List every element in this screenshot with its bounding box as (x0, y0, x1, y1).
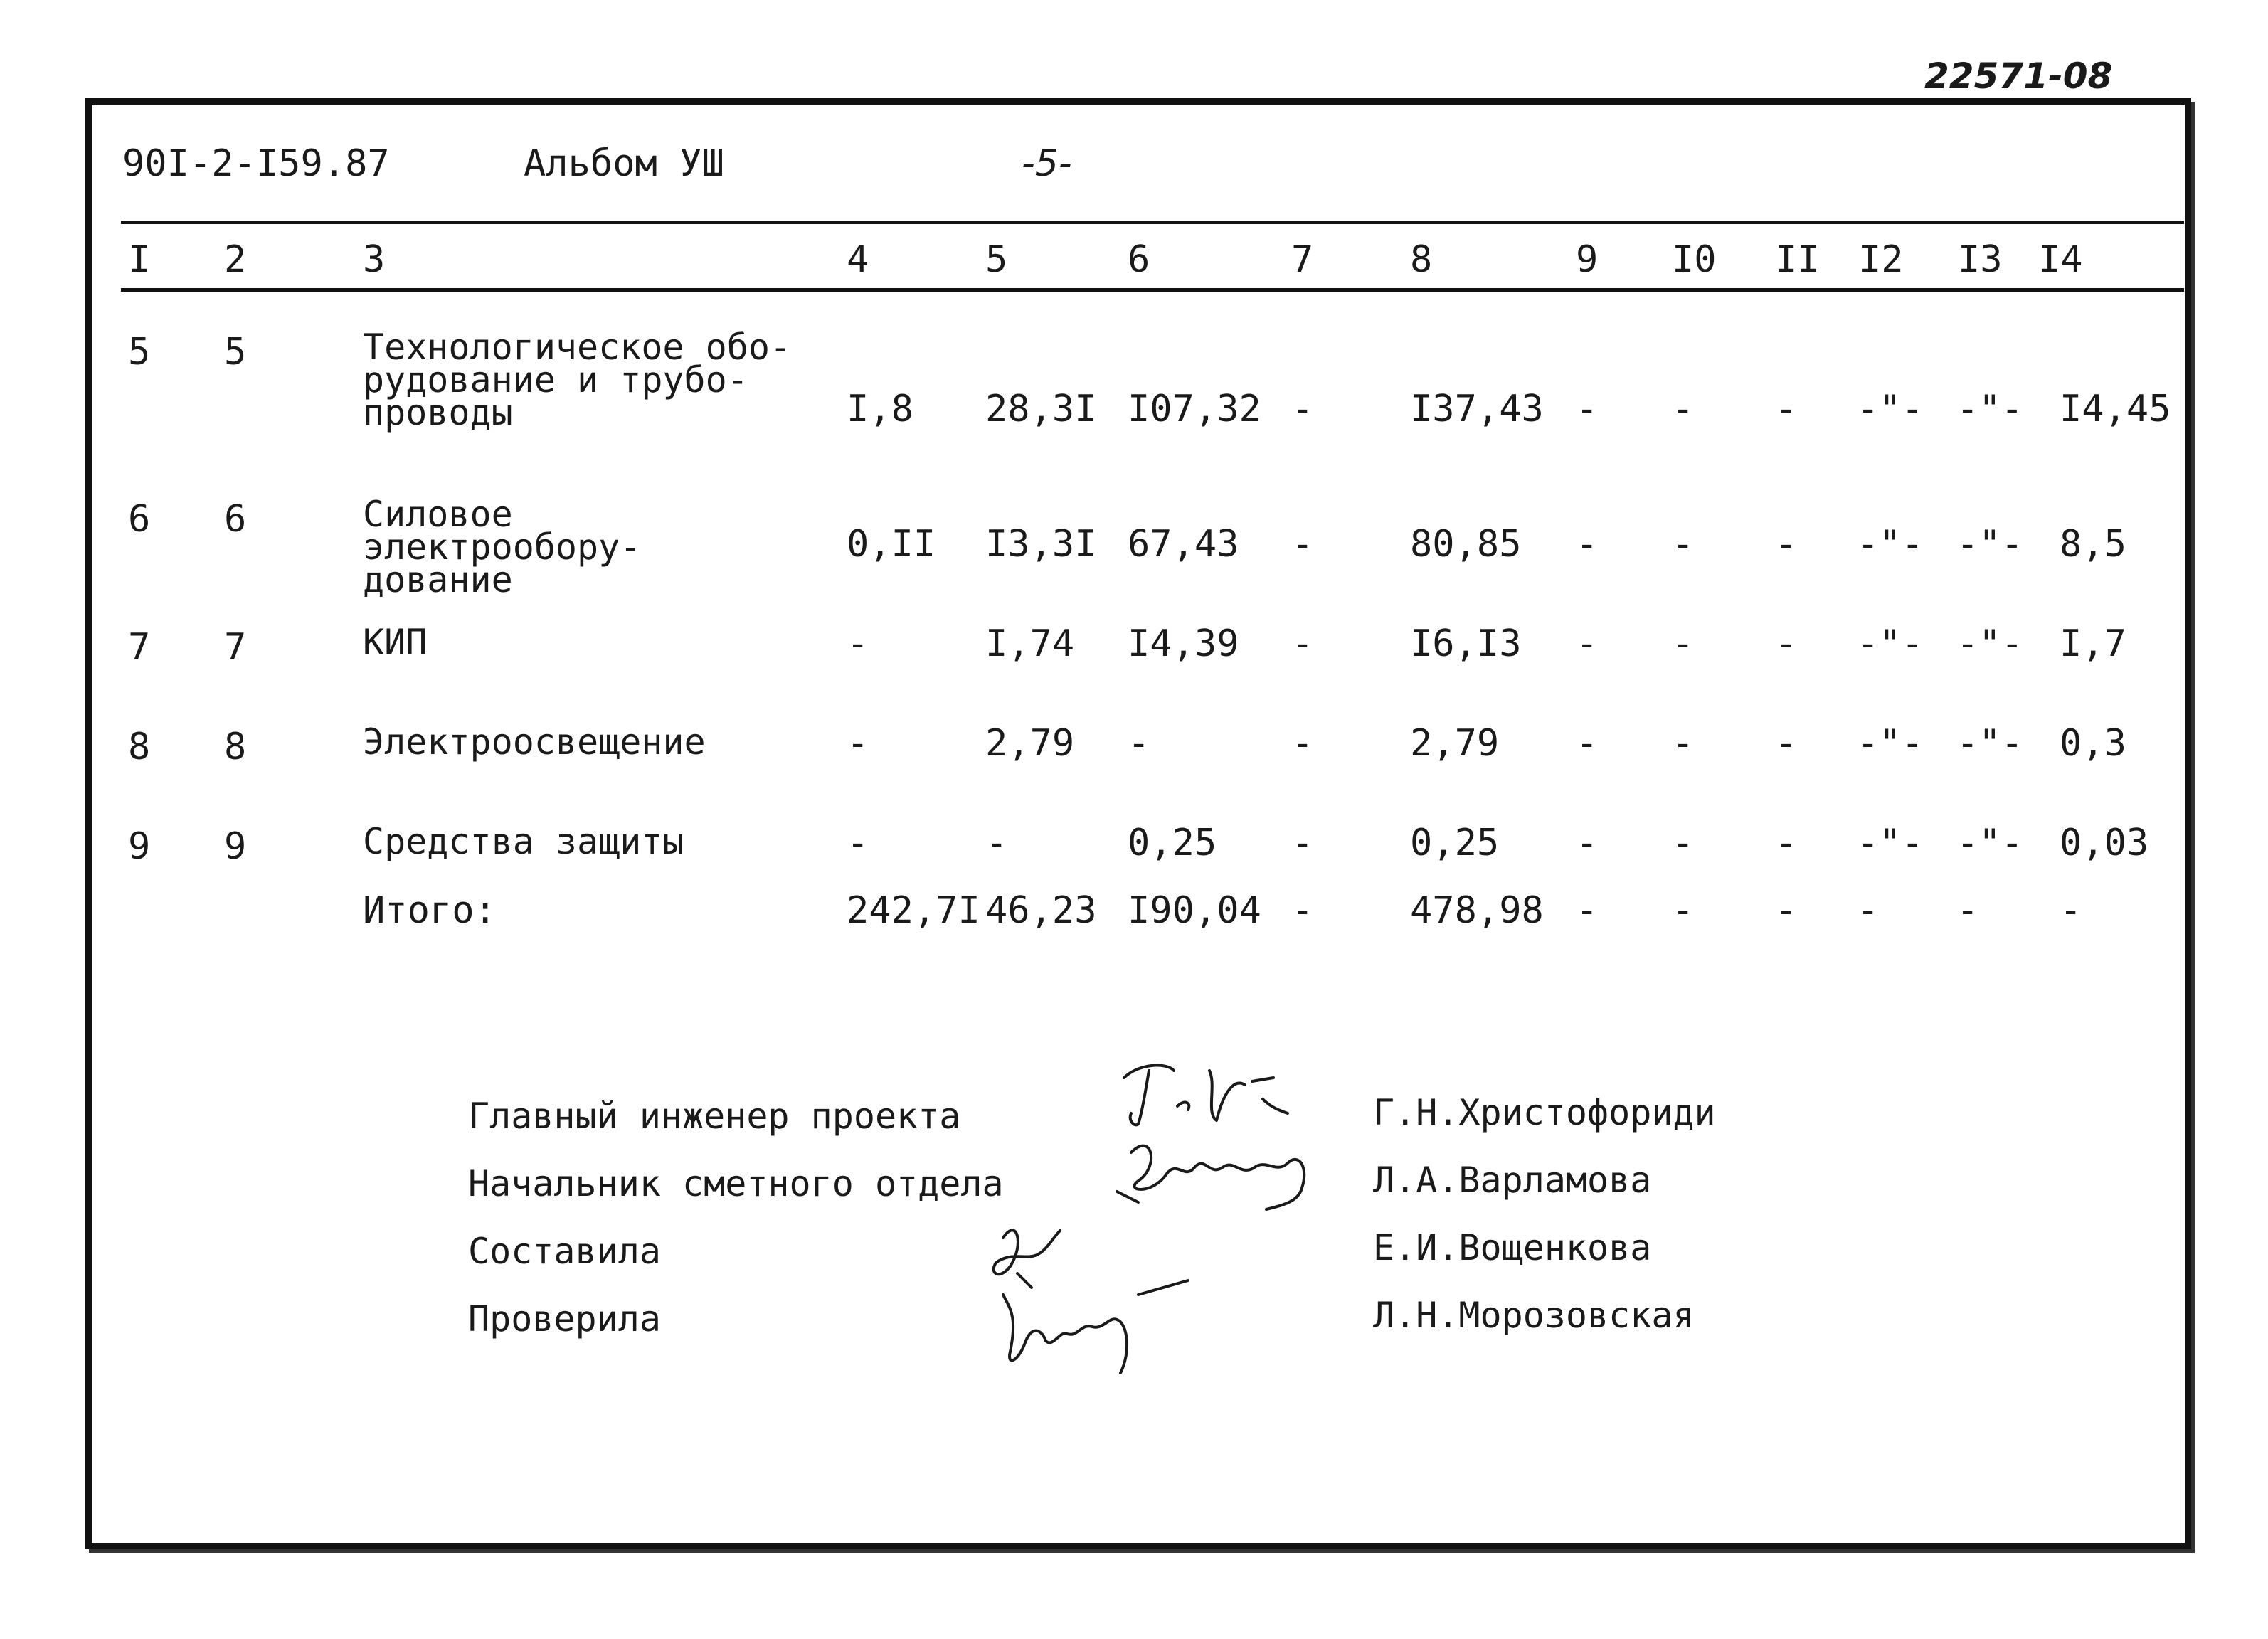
column-header-13: I3 (1958, 238, 2003, 281)
cell-col2: 8 (224, 726, 247, 768)
album-label: Альбом УШ (524, 142, 724, 185)
cell-c9: - (1576, 388, 1599, 430)
cell-c7: - (1291, 523, 1314, 566)
cell-c8: 0,25 (1410, 822, 1500, 864)
cell-c12: -"- (1857, 523, 1924, 566)
table-top-rule (121, 221, 2184, 224)
total-c10: - (1672, 889, 1695, 932)
total-c11: - (1775, 889, 1798, 932)
cell-c5: I,74 (985, 622, 1075, 665)
cell-c7: - (1291, 388, 1314, 430)
signature-name: Л.Н.Морозовская (1373, 1295, 1695, 1336)
cell-c14: I,7 (2060, 622, 2126, 665)
cell-c12: -"- (1857, 388, 1924, 430)
document-number: 22571-08 (1924, 55, 2113, 97)
column-header-11: II (1775, 238, 1820, 281)
signature-role: Главный инженер проекта (468, 1096, 961, 1137)
signature-role: Проверила (468, 1298, 661, 1340)
cell-c6: - (1128, 722, 1150, 765)
cell-c4: - (847, 822, 869, 864)
cell-name: Силовое электрообору- дование (363, 494, 642, 600)
cell-c13: -"- (1956, 722, 2023, 765)
column-header-1: I (128, 238, 151, 281)
cell-c6: I4,39 (1128, 622, 1239, 665)
total-c5: 46,23 (985, 889, 1097, 932)
column-header-10: I0 (1672, 238, 1717, 281)
column-header-5: 5 (985, 238, 1008, 281)
cell-name: Электроосвещение (363, 721, 706, 763)
cell-c5: - (985, 822, 1008, 864)
cell-c11: - (1775, 722, 1798, 765)
cell-c9: - (1576, 622, 1599, 665)
column-header-12: I2 (1859, 238, 1904, 281)
signature-name: Г.Н.Христофориди (1373, 1092, 1716, 1133)
cell-c6: 0,25 (1128, 822, 1217, 864)
column-header-9: 9 (1576, 238, 1599, 281)
cell-c10: - (1672, 388, 1695, 430)
column-header-4: 4 (847, 238, 869, 281)
total-c13: - (1956, 889, 1979, 932)
cell-c4: 0,II (847, 523, 936, 566)
cell-c7: - (1291, 622, 1314, 665)
total-c12: - (1857, 889, 1880, 932)
cell-c10: - (1672, 622, 1695, 665)
cell-col1: 7 (128, 626, 151, 669)
cell-col1: 6 (128, 498, 151, 541)
cell-c8: I37,43 (1410, 388, 1544, 430)
cell-c14: I4,45 (2060, 388, 2171, 430)
signature-2 (1110, 1124, 1337, 1216)
column-header-7: 7 (1291, 238, 1314, 281)
signature-name: Е.И.Вощенкова (1373, 1227, 1652, 1268)
signature-role: Начальник сметного отдела (468, 1163, 1004, 1204)
total-c14: - (2060, 889, 2082, 932)
total-c6: I90,04 (1128, 889, 1261, 932)
column-header-6: 6 (1128, 238, 1150, 281)
cell-c5: 28,3I (985, 388, 1097, 430)
total-c9: - (1576, 889, 1599, 932)
cell-c12: -"- (1857, 722, 1924, 765)
cell-name: Средства защиты (363, 821, 684, 862)
cell-c8: 80,85 (1410, 523, 1522, 566)
cell-c13: -"- (1956, 822, 2023, 864)
cell-c11: - (1775, 523, 1798, 566)
signature-3 (975, 1209, 1245, 1380)
cell-c7: - (1291, 722, 1314, 765)
cell-c8: 2,79 (1410, 722, 1500, 765)
column-header-2: 2 (224, 238, 247, 281)
cell-c9: - (1576, 722, 1599, 765)
signature-name: Л.А.Варламова (1373, 1160, 1652, 1201)
page-number: -5- (1022, 142, 1072, 185)
cell-c14: 8,5 (2060, 523, 2126, 566)
cell-c5: I3,3I (985, 523, 1097, 566)
cell-c14: 0,3 (2060, 722, 2126, 765)
cell-c9: - (1576, 822, 1599, 864)
table-header-rule (121, 288, 2184, 292)
cell-c7: - (1291, 822, 1314, 864)
cell-c14: 0,03 (2060, 822, 2149, 864)
cell-c10: - (1672, 523, 1695, 566)
cell-c10: - (1672, 822, 1695, 864)
cell-name: КИП (363, 622, 428, 663)
cell-col2: 7 (224, 626, 247, 669)
cell-c8: I6,I3 (1410, 622, 1522, 665)
total-c7: - (1291, 889, 1314, 932)
cell-c13: -"- (1956, 388, 2023, 430)
cell-col2: 6 (224, 498, 247, 541)
cell-col2: 5 (224, 331, 247, 373)
cell-c11: - (1775, 388, 1798, 430)
cell-c4: - (847, 722, 869, 765)
column-header-8: 8 (1410, 238, 1433, 281)
cell-col1: 9 (128, 825, 151, 868)
cell-c13: -"- (1956, 523, 2023, 566)
total-c8: 478,98 (1410, 889, 1544, 932)
column-header-14: I4 (2038, 238, 2083, 281)
cell-c4: I,8 (847, 388, 913, 430)
cell-c6: I07,32 (1128, 388, 1261, 430)
total-label: Итого: (363, 889, 497, 932)
cell-c10: - (1672, 722, 1695, 765)
cell-c9: - (1576, 523, 1599, 566)
cell-c6: 67,43 (1128, 523, 1239, 566)
cell-c12: -"- (1857, 622, 1924, 665)
cell-c11: - (1775, 822, 1798, 864)
column-header-3: 3 (363, 238, 386, 281)
cell-c5: 2,79 (985, 722, 1075, 765)
cell-col2: 9 (224, 825, 247, 868)
cell-col1: 8 (128, 726, 151, 768)
total-c4: 242,7I (847, 889, 980, 932)
cell-col1: 5 (128, 331, 151, 373)
cell-c4: - (847, 622, 869, 665)
cell-c12: -"- (1857, 822, 1924, 864)
document-code: 90I-2-I59.87 (122, 142, 390, 185)
cell-name: Технологическое обо- рудование и трубо- проводы (363, 327, 792, 433)
signature-role: Составила (468, 1231, 661, 1272)
signature-1 (1110, 1049, 1309, 1135)
cell-c13: -"- (1956, 622, 2023, 665)
cell-c11: - (1775, 622, 1798, 665)
